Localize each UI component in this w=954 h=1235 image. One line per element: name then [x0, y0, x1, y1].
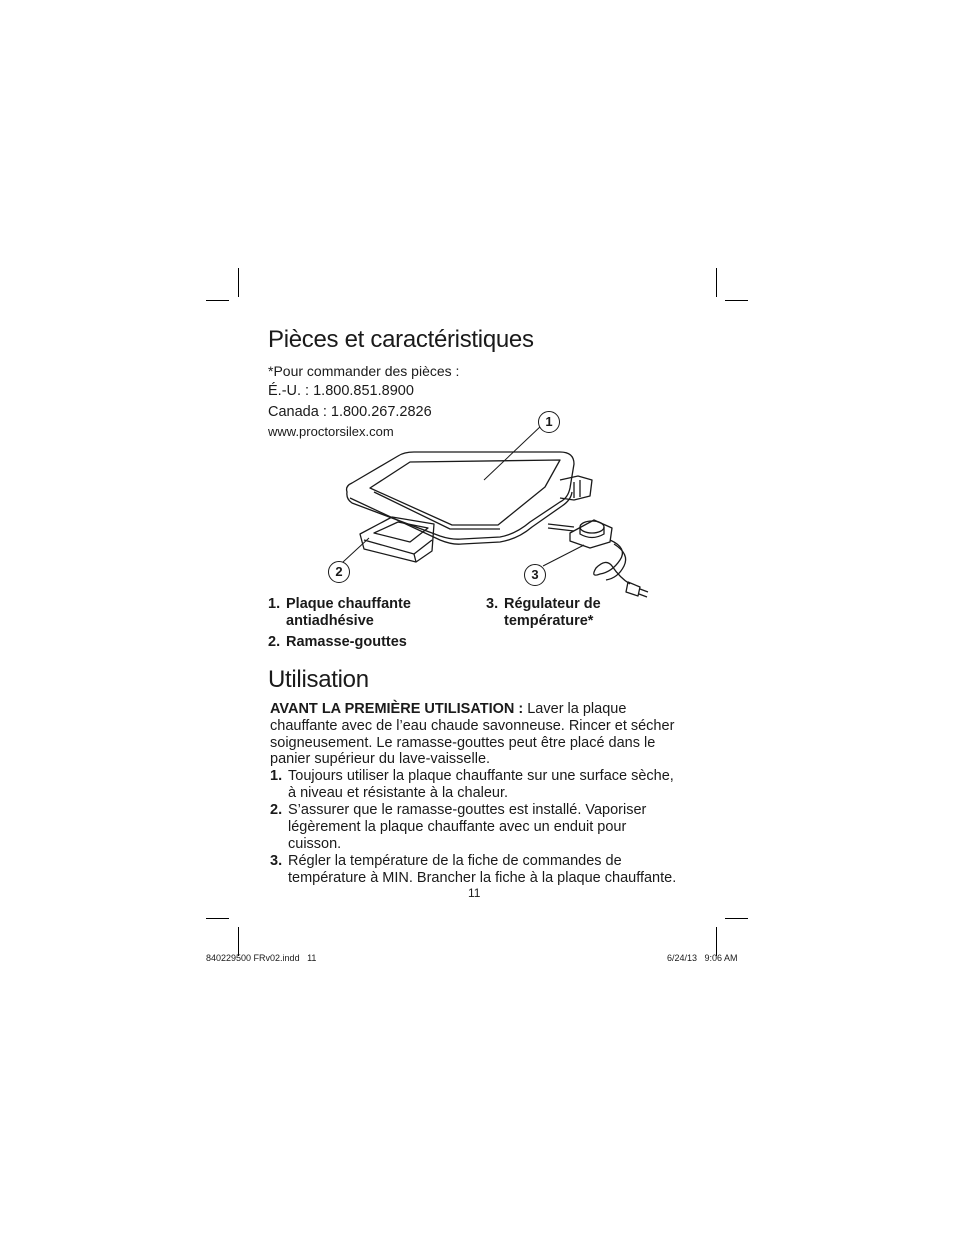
crop-mark — [725, 918, 748, 919]
callout-2: 2 — [328, 561, 350, 583]
crop-mark — [238, 927, 239, 956]
step-text: cuisson. — [288, 835, 342, 852]
legend-num: 1. — [268, 596, 281, 612]
legend-item-2 — [268, 634, 407, 651]
step-1 — [270, 768, 690, 802]
footer-date: 6/24/13 9:06 AM — [667, 953, 738, 963]
crop-mark — [725, 300, 748, 301]
legend-label: Régulateur de — [504, 596, 601, 612]
callout-3: 3 — [524, 564, 546, 586]
griddle-illustration — [320, 405, 660, 605]
crop-mark — [238, 268, 239, 297]
step-3 — [270, 853, 690, 887]
website-link[interactable]: www.proctorsilex.com — [268, 424, 394, 439]
crop-mark — [206, 918, 229, 919]
crop-mark — [206, 300, 229, 301]
step-text: Toujours utiliser la plaque chauffante sur une surface sèche, — [288, 768, 674, 784]
legend-num: 3. — [486, 596, 499, 612]
page-number: 11 — [468, 886, 481, 900]
intro-text: soigneusement. Le ramasse-gouttes peut être placé dans le — [270, 734, 656, 751]
legend-item-1 — [268, 596, 411, 630]
crop-mark — [716, 927, 717, 956]
step-text: Régler la température de la fiche de commandes de — [288, 853, 622, 869]
legend-label: Ramasse-gouttes — [286, 634, 407, 650]
legend-label: température* — [504, 613, 594, 629]
legend-label: antiadhésive — [286, 613, 374, 629]
footer-file: 840229500 FRv02.indd 11 — [206, 953, 317, 963]
intro-text: Laver la plaque — [523, 701, 627, 717]
parts-title: Pièces et caractéristiques — [268, 326, 534, 353]
legend-num: 2. — [268, 634, 281, 650]
step-number: 2. — [270, 802, 283, 818]
step-text: température à MIN. Brancher la fiche à la plaque chauffante. — [288, 869, 677, 886]
intro-text: panier supérieur du lave-vaisselle. — [270, 751, 491, 768]
step-number: 1. — [270, 768, 283, 784]
legend-label: Plaque chauffante — [286, 596, 411, 612]
step-text: à niveau et résistante à la chaleur. — [288, 784, 509, 801]
intro-paragraph — [270, 701, 690, 768]
crop-mark — [716, 268, 717, 297]
step-text: légèrement la plaque chauffante avec un enduit pour — [288, 818, 627, 835]
intro-bold: AVANT LA PREMIÈRE UTILISATION : — [270, 701, 524, 717]
phone-canada: Canada : 1.800.267.2826 — [268, 404, 432, 420]
step-text: S’assurer que le ramasse-gouttes est installé. Vaporiser — [288, 802, 647, 818]
legend-item-3 — [486, 596, 601, 630]
phone-us: É.-U. : 1.800.851.8900 — [268, 383, 414, 399]
intro-text: chauffante avec de l’eau chaude savonneuse. Rincer et sécher — [270, 717, 675, 734]
order-note: *Pour commander des pièces : — [268, 363, 460, 379]
use-title: Utilisation — [268, 666, 369, 693]
step-number: 3. — [270, 853, 283, 869]
step-2 — [270, 802, 690, 852]
callout-1: 1 — [538, 411, 560, 433]
